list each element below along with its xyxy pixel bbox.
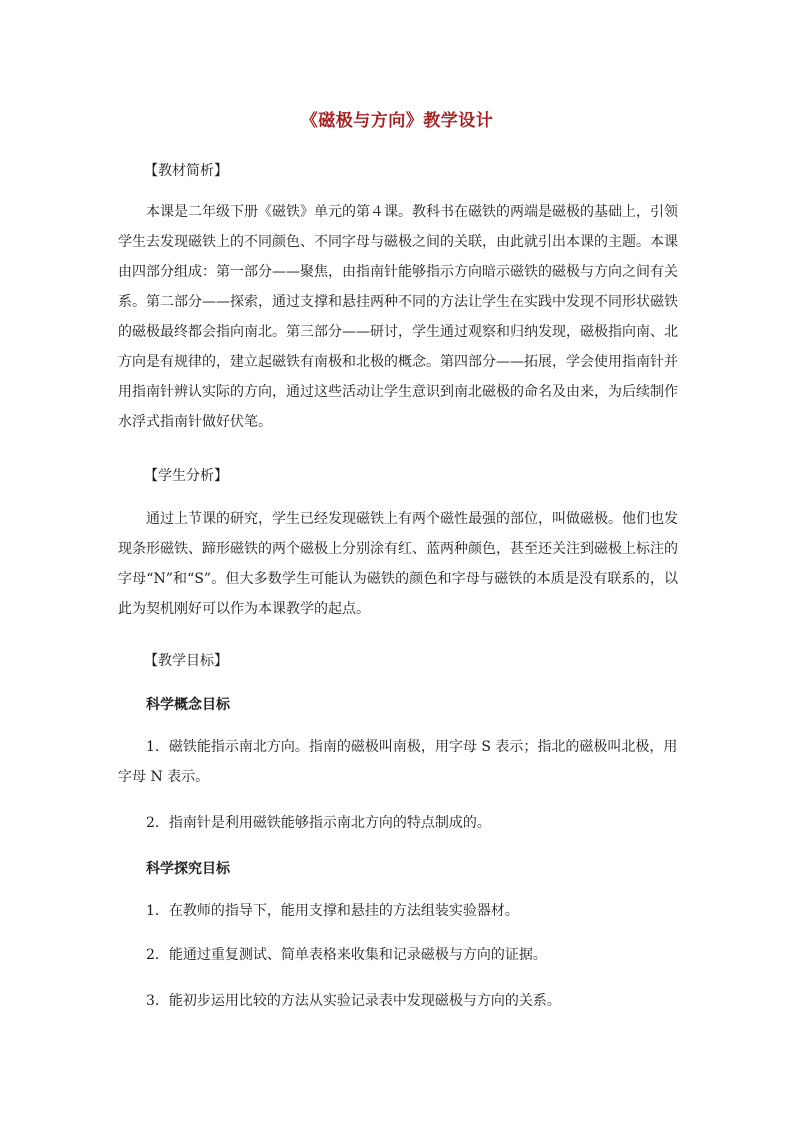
concept-goals-label: 科学概念目标 bbox=[146, 697, 230, 713]
concept-goal-item-1: 1．磁铁能指示南北方向。指南的磁极叫南极，用字母 S 表示；指北的磁极叫北极，用字母 N 表示。 bbox=[118, 739, 678, 785]
inquiry-goal-item-3: 3．能初步运用比较的方法从实验记录表中发现磁极与方向的关系。 bbox=[146, 993, 561, 1009]
inquiry-goals-label: 科学探究目标 bbox=[146, 861, 230, 877]
inquiry-goal-item-1: 1．在教师的指导下，能用支撑和悬挂的方法组装实验器材。 bbox=[146, 903, 519, 919]
inquiry-goal-item-2: 2．能通过重复测试、简单表格来收集和记录磁极与方向的证据。 bbox=[146, 947, 547, 963]
document-title: 《磁极与方向》教学设计 bbox=[300, 111, 494, 131]
section-heading-teaching-goals: 【教学目标】 bbox=[144, 653, 228, 669]
section-heading-student-analysis: 【学生分析】 bbox=[144, 468, 228, 484]
textbook-analysis-paragraph: 本课是二年级下册《磁铁》单元的第４课。教科书在磁铁的两端是磁极的基础上，引领学生去发现磁铁上的不同颜色、不同字母与磁极之间的关联，由此就引出本课的主题。本课由四部分组成：第一部分——聚焦，由指南针能够指示方向暗示磁铁的磁极与方向之间有关系。第二部分——探索，通过支撑和悬挂两种不同的方法让学生在实践中发现不同形状磁铁的磁极最终都会指向南北。第三部分——研讨，学生通过观察和归纳发现，磁极指向南、北方向是有规律的，建立起磁铁有南极和北极的概念。第四部分——拓展，学会使用指南针并用指南针辨认实际的方向，通过这些活动让学生意识到南北磁极的命名及由来，为后续制作水浮式指南针做好伏笔。 bbox=[118, 204, 678, 430]
student-analysis-paragraph: 通过上节课的研究，学生已经发现磁铁上有两个磁性最强的部位，叫做磁极。他们也发现条形磁铁、蹄形磁铁的两个磁极上分别涂有红、蓝两种颜色，甚至还关注到磁极上标注的字母“N”和“S”。但大多数学生可能认为磁铁的颜色和字母与磁铁的本质是没有联系的，以此为契机刚好可以作为本课教学的起点。 bbox=[118, 511, 678, 617]
section-heading-textbook-analysis: 【教材简析】 bbox=[144, 163, 228, 179]
concept-goal-item-2: 2．指南针是利用磁铁能够指示南北方向的特点制成的。 bbox=[146, 815, 491, 831]
